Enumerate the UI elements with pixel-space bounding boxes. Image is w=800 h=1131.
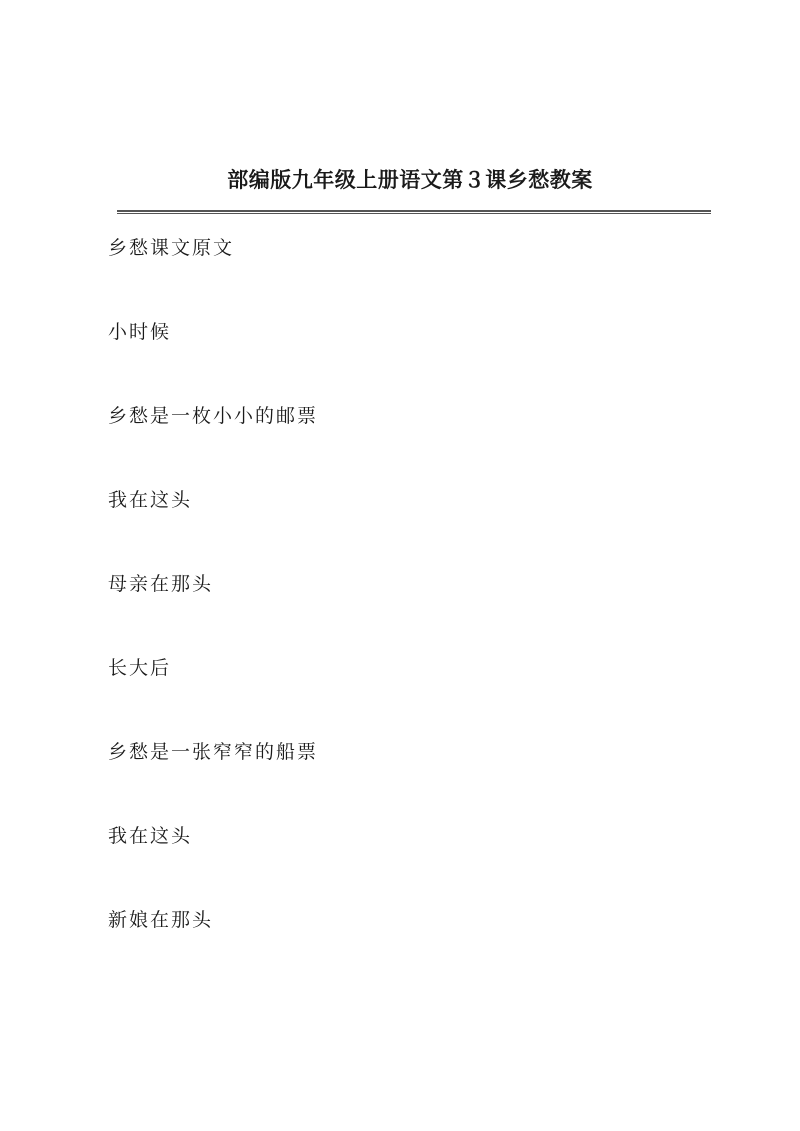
title-divider (117, 210, 711, 214)
document-title: 部编版九年级上册语文第３课乡愁教案 (227, 167, 593, 192)
poem-line: 新娘在那头 (108, 909, 214, 931)
section-heading: 乡愁课文原文 (108, 237, 235, 259)
poem-line: 长大后 (108, 657, 172, 679)
poem-line: 我在这头 (108, 825, 193, 847)
poem-line: 母亲在那头 (108, 573, 214, 595)
poem-line: 我在这头 (108, 489, 193, 511)
poem-line: 乡愁是一张窄窄的船票 (108, 741, 319, 763)
poem-line: 小时候 (108, 321, 172, 343)
poem-line: 乡愁是一枚小小的邮票 (108, 405, 319, 427)
